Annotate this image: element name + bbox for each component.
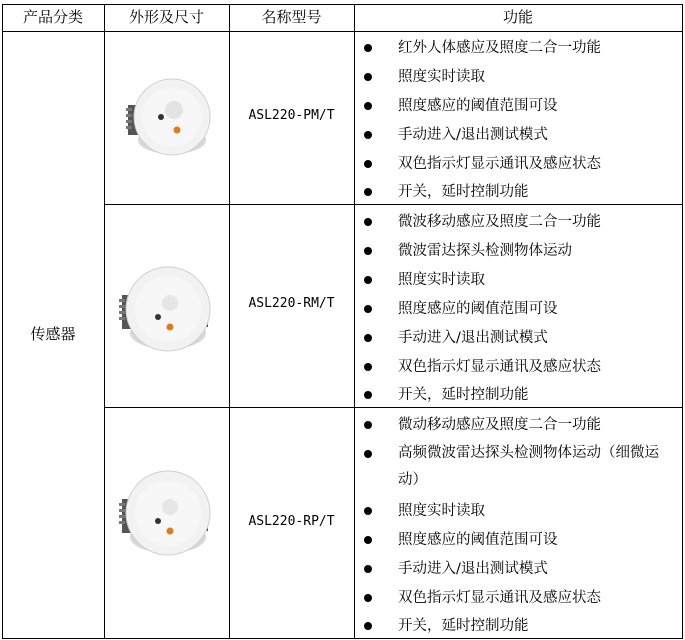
left-border xyxy=(2,4,3,639)
model-name-2: ASL220-RM/T xyxy=(248,296,335,311)
feature-item: 高频微波雷达探头检测物体运动（细微运动） xyxy=(398,445,659,488)
feature-item: 照度感应的阈值范围可设 xyxy=(398,98,558,114)
bullet-dot xyxy=(364,536,372,544)
feature-item: 微动移动感应及照度二合一功能 xyxy=(398,417,601,433)
feature-item: 双色指示灯显示通讯及感应状态 xyxy=(398,156,601,172)
model-name-1: ASL220-PM/T xyxy=(248,108,335,123)
bullet-dot xyxy=(364,391,372,399)
bullet-dot xyxy=(364,218,372,226)
feature-item: 照度感应的阈值范围可设 xyxy=(398,532,558,548)
feature-item: 照度实时读取 xyxy=(398,272,485,288)
feature-item: 照度感应的阈值范围可设 xyxy=(398,301,558,317)
sensor-microwave-photo xyxy=(118,263,214,359)
bullet-dot xyxy=(364,450,372,458)
col-divider-3 xyxy=(354,4,355,639)
right-border xyxy=(682,4,683,639)
bullet-dot xyxy=(364,44,372,52)
feature-item: 照度实时读取 xyxy=(398,69,485,85)
feature-item: 微波雷达探头检测物体运动 xyxy=(398,243,572,259)
header-category: 产品分类 xyxy=(22,8,83,26)
header-appearance: 外形及尺寸 xyxy=(128,8,204,26)
sensor-pir-photo xyxy=(125,62,215,172)
feature-item: 手动进入/退出测试模式 xyxy=(398,330,548,346)
feature-item: 开关，延时控制功能 xyxy=(398,184,529,200)
col-divider-1 xyxy=(104,4,105,639)
feature-item: 双色指示灯显示通讯及感应状态 xyxy=(398,590,601,606)
category-label: 传感器 xyxy=(30,325,76,343)
header-model: 名称型号 xyxy=(261,8,322,26)
feature-item: 开关，延时控制功能 xyxy=(398,387,529,403)
bullet-dot xyxy=(364,102,372,110)
bullet-dot xyxy=(364,334,372,342)
bullet-dot xyxy=(364,131,372,139)
bullet-dot xyxy=(364,363,372,371)
bullet-dot xyxy=(364,73,372,81)
feature-item: 开关，延时控制功能 xyxy=(398,618,529,634)
bullet-dot xyxy=(364,276,372,284)
model-name-3: ASL220-RP/T xyxy=(248,514,335,529)
bullet-dot xyxy=(364,594,372,602)
bullet-dot xyxy=(364,565,372,573)
bullet-dot xyxy=(364,507,372,515)
bullet-dot xyxy=(364,188,372,196)
feature-item: 手动进入/退出测试模式 xyxy=(398,127,548,143)
bullet-dot xyxy=(364,622,372,630)
feature-item: 双色指示灯显示通讯及感应状态 xyxy=(398,359,601,375)
bullet-dot xyxy=(364,421,372,429)
feature-item: 手动进入/退出测试模式 xyxy=(398,561,548,577)
feature-item: 微波移动感应及照度二合一功能 xyxy=(398,214,601,230)
sensor-radar-photo xyxy=(118,467,214,563)
bullet-dot xyxy=(364,305,372,313)
feature-item: 红外人体感应及照度二合一功能 xyxy=(398,40,601,56)
col-divider-2 xyxy=(229,4,230,639)
header-function: 功能 xyxy=(502,8,533,26)
feature-item: 照度实时读取 xyxy=(398,503,485,519)
bullet-dot xyxy=(364,160,372,168)
bullet-dot xyxy=(364,247,372,255)
